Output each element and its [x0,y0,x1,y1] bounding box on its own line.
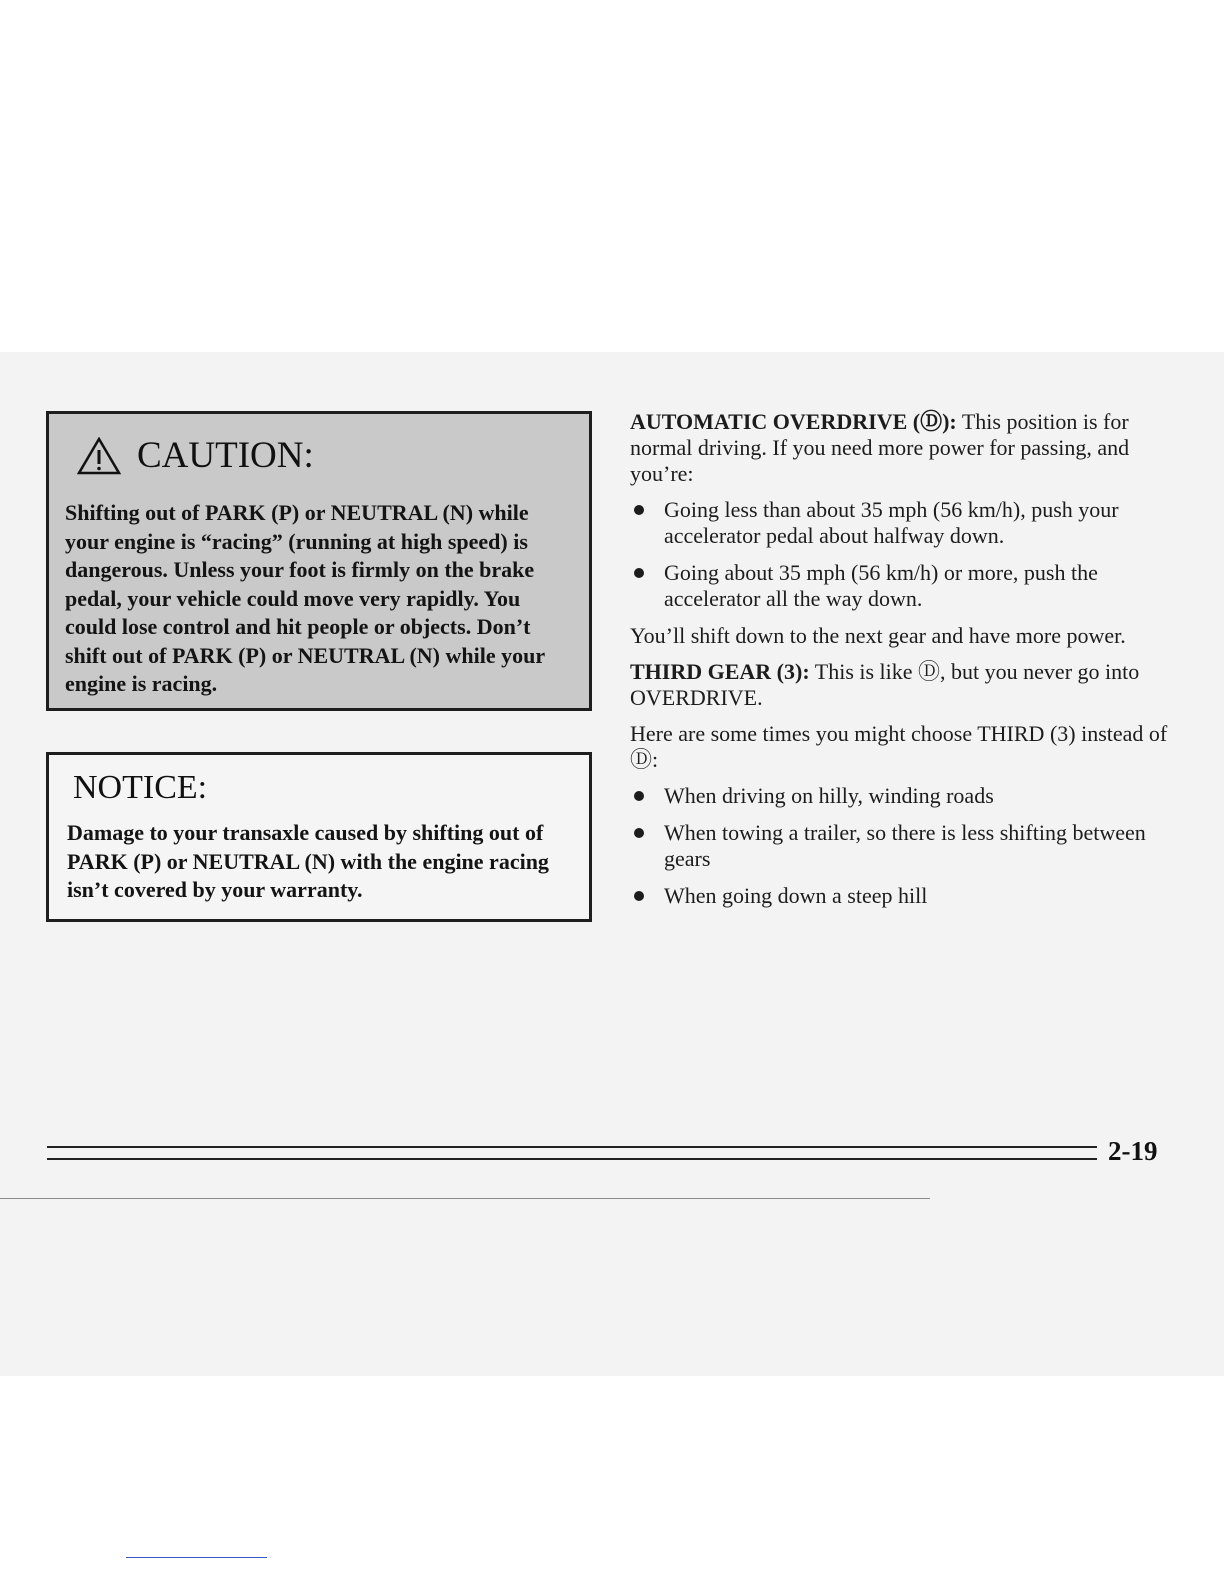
caution-box [46,411,592,711]
scan-artifact-line [0,1198,930,1199]
overdrive-text: This position is for normal driving. If you need more power for passing, and you’re: [630,409,1130,486]
bullet-icon [634,891,644,901]
notice-text: Damage to your transaxle caused by shifting out of PARK (P) or NEUTRAL (N) with the engine racing isn’t covered by your warranty. [67,820,549,902]
third-gear-paragraph [630,659,1178,711]
warning-triangle-icon [77,437,121,475]
list-item: When driving on hilly, winding roads [630,783,1178,809]
overdrive-paragraph [630,409,1178,487]
list-item: Going less than about 35 mph (56 km/h), push your accelerator pedal about halfway down. [630,497,1178,549]
bullet-icon [634,828,644,838]
third-gear-bullet-list [630,783,1178,909]
list-item: Going about 35 mph (56 km/h) or more, push the accelerator all the way down. [630,560,1178,612]
notice-title: NOTICE: [73,769,208,806]
bullet-icon [634,568,644,578]
overdrive-heading: AUTOMATIC OVERDRIVE (Ⓓ): [630,409,957,434]
bullet-icon [634,791,644,801]
overdrive-bullet-list [630,497,1178,612]
downshift-paragraph: You’ll shift down to the next gear and have more power. [630,623,1126,648]
link-underline [126,1557,267,1558]
caution-title: CAUTION: [137,435,314,476]
list-item: When towing a trailer, so there is less shifting between gears [630,820,1178,872]
caution-text: Shifting out of PARK (P) or NEUTRAL (N) while your engine is “racing” (running at high speed) is dangerous. Unless your foot is firmly on the brake pedal, your vehicle could move very rapidly. You could lose control and hit people or objects. Don’t shift out of PARK (P) or NEUTRAL (N) while your engine is racing. [65,500,545,696]
notice-box [46,752,592,922]
footer-rule-top [47,1146,1097,1148]
list-item: When going down a steep hill [630,883,1178,909]
page-number: 2-19 [1108,1136,1158,1166]
third-gear-intro: Here are some times you might choose THIRD (3) instead of Ⓓ: [630,721,1168,772]
right-column [630,409,1178,920]
caution-heading [77,434,575,477]
third-gear-heading: THIRD GEAR (3): [630,659,810,684]
third-gear-text: This is like Ⓓ, but you never go into OVERDRIVE. [630,659,1140,710]
bullet-icon [634,505,644,515]
footer-rule-bottom [47,1158,1097,1160]
